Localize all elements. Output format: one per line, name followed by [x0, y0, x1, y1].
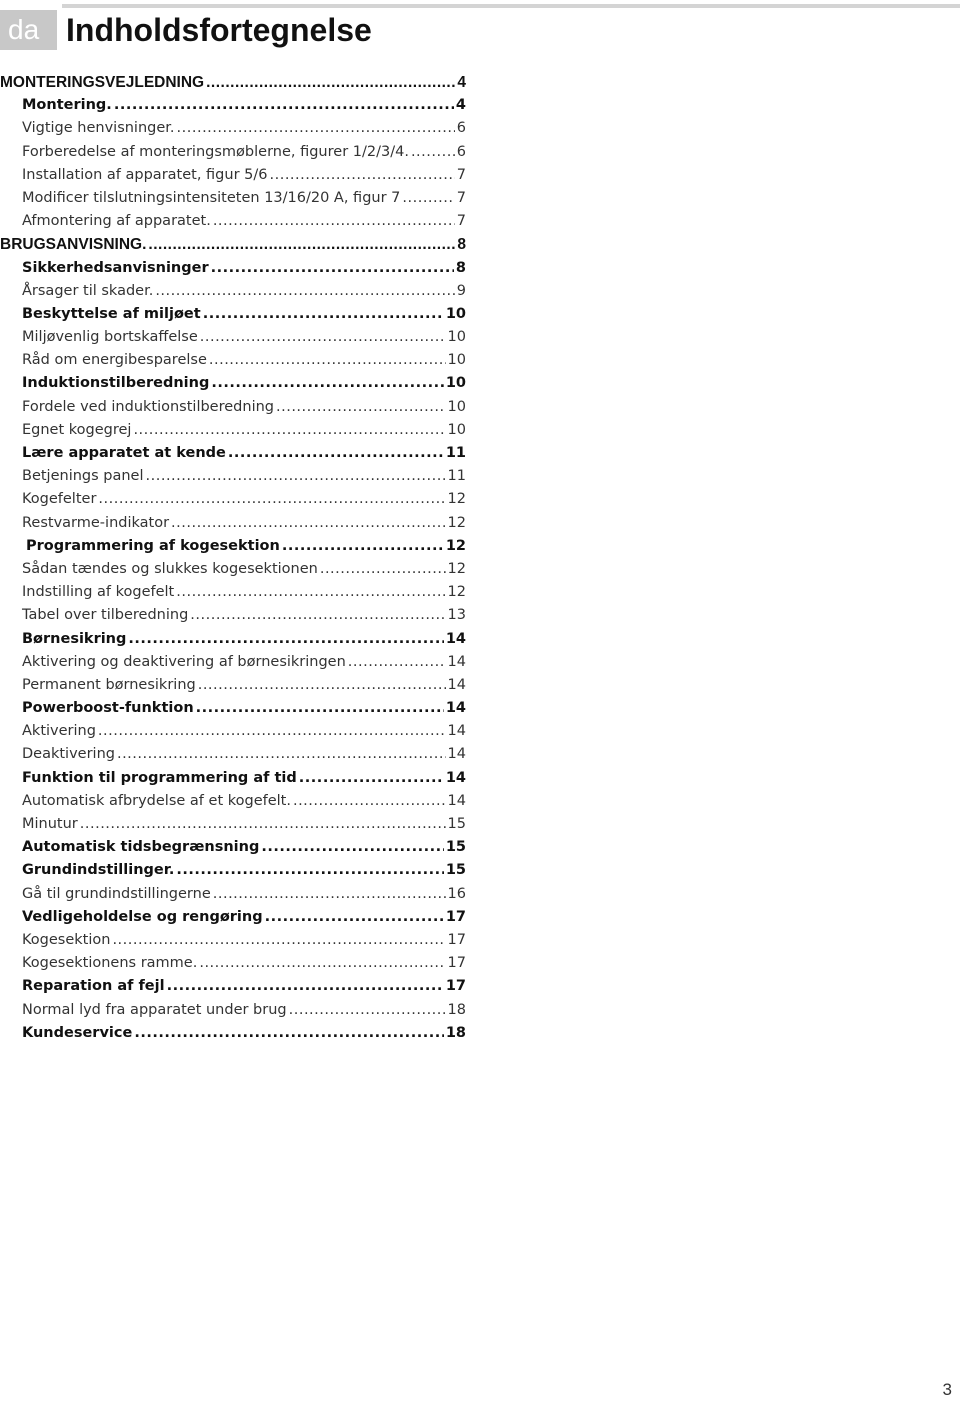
toc-entry-page: 4: [457, 74, 466, 91]
toc-entry-page: 15: [447, 816, 466, 832]
toc-entry-label: Børnesikring: [22, 630, 127, 647]
toc-entry[interactable]: [0, 790, 466, 813]
toc-dot-leader: [203, 303, 444, 326]
toc-entry-label: Tabel over tilberedning: [22, 607, 189, 624]
toc-entry-page: 12: [447, 514, 466, 531]
toc-entry-page: 14: [447, 676, 466, 693]
toc-entry[interactable]: [0, 651, 466, 674]
toc-entry-label: Powerboost-funktion: [22, 700, 194, 717]
toc-dot-leader: [293, 790, 446, 813]
toc-entry-page: 16: [447, 885, 466, 902]
page-title: Indholdsfortegnelse: [66, 12, 372, 48]
header-rule: [62, 4, 960, 8]
toc-entry[interactable]: [0, 512, 466, 535]
toc-entry[interactable]: [0, 141, 466, 164]
toc-dot-leader: [206, 71, 455, 94]
toc-entry-label: Aktivering: [22, 723, 96, 740]
toc-entry-page: 13: [447, 607, 466, 624]
toc-entry[interactable]: [0, 883, 466, 906]
toc-entry-label: Årsager til skader.: [22, 282, 154, 299]
toc-entry-label: Automatisk afbrydelse af et kogefelt.: [22, 792, 291, 809]
toc-entry-page: 12: [447, 584, 466, 601]
toc-entry-label: Beskyttelse af miljøet: [22, 305, 201, 322]
toc-dot-leader: [117, 743, 446, 766]
toc-entry-label: Reparation af fejl: [22, 978, 165, 995]
toc-dot-leader: [98, 720, 446, 743]
toc-dot-leader: [213, 210, 455, 233]
toc-entry-page: 11: [445, 445, 466, 461]
toc-dot-leader: [148, 233, 455, 256]
toc-entry-page: 4: [455, 97, 466, 114]
toc-dot-leader: [261, 836, 443, 859]
toc-dot-leader: [155, 280, 454, 303]
toc-entry-page: 14: [445, 700, 466, 717]
toc-entry[interactable]: [0, 859, 466, 882]
toc-entry-label: Forberedelse af monteringsmøblerne, figurer 1/2/3/4.: [22, 143, 409, 160]
toc-entry-page: 17: [445, 978, 466, 995]
toc-entry-label: Modificer tilslutningsintensiteten 13/16/20 A, figur 7: [22, 189, 401, 206]
toc-dot-leader: [133, 419, 445, 442]
toc-entry-label: Minutur: [22, 816, 78, 832]
toc-dot-leader: [213, 883, 446, 906]
toc-entry-page: 7: [456, 213, 466, 230]
toc-entry-label: Programmering af kogesektion: [26, 537, 280, 554]
toc-dot-leader: [299, 767, 444, 790]
toc-entry[interactable]: [0, 419, 466, 442]
toc-entry-page: 15: [445, 839, 466, 856]
toc-entry-label: Lære apparatet at kende: [22, 445, 226, 461]
toc-entry-page: 14: [447, 792, 466, 809]
toc-entry[interactable]: [0, 94, 466, 117]
toc-entry[interactable]: [0, 999, 466, 1022]
toc-entry-label: Montering.: [22, 97, 112, 114]
table-of-contents: [0, 71, 466, 1045]
toc-entry-page: 6: [456, 143, 466, 160]
toc-entry[interactable]: [0, 952, 466, 975]
toc-entry-label: MONTERINGSVEJLEDNING: [0, 74, 205, 91]
toc-entry-page: 17: [447, 955, 466, 972]
toc-entry-page: 10: [447, 329, 466, 346]
toc-entry-label: Induktionstilberedning: [22, 375, 210, 392]
toc-entry[interactable]: [0, 628, 466, 651]
toc-entry-label: Deaktivering: [22, 746, 115, 763]
toc-dot-leader: [176, 581, 445, 604]
toc-entry-label: Gå til grundindstillingerne: [22, 885, 211, 902]
toc-entry-page: 12: [445, 537, 466, 554]
toc-dot-leader: [146, 465, 446, 488]
toc-dot-leader: [276, 396, 446, 419]
toc-entry-label: Permanent børnesikring: [22, 676, 196, 693]
toc-dot-leader: [348, 651, 446, 674]
toc-entry-label: Indstilling af kogefelt: [22, 584, 175, 601]
toc-entry[interactable]: [0, 233, 466, 256]
toc-entry[interactable]: [0, 906, 466, 929]
toc-entry-label: BRUGSANVISNING.: [0, 236, 147, 254]
toc-entry-page: 10: [447, 398, 466, 415]
toc-entry[interactable]: [0, 743, 466, 766]
toc-entry-label: Aktivering og deaktivering af børnesikringen: [22, 653, 346, 670]
toc-dot-leader: [289, 999, 446, 1022]
toc-entry-label: Sådan tændes og slukkes kogesektionen: [22, 560, 318, 577]
toc-dot-leader: [198, 674, 446, 697]
toc-entry-label: Betjenings panel: [22, 468, 144, 485]
toc-entry-label: Kogesektion: [22, 931, 111, 948]
toc-entry[interactable]: [0, 372, 466, 395]
toc-entry[interactable]: [0, 303, 466, 326]
toc-entry[interactable]: [0, 697, 466, 720]
toc-entry-page: 7: [456, 189, 466, 206]
toc-entry[interactable]: [0, 581, 466, 604]
toc-entry-label: Råd om energibesparelse: [22, 352, 207, 369]
toc-entry-label: Afmontering af apparatet.: [22, 213, 211, 230]
toc-entry-page: 10: [447, 352, 466, 369]
toc-dot-leader: [98, 488, 445, 511]
toc-entry-label: Miljøvenlig bortskaffelse: [22, 329, 198, 346]
toc-entry[interactable]: [0, 187, 466, 210]
toc-entry[interactable]: [0, 280, 466, 303]
toc-dot-leader: [134, 1022, 444, 1045]
toc-entry-page: 8: [457, 236, 466, 254]
toc-dot-leader: [402, 187, 454, 210]
toc-entry-label: Egnet kogegrej: [22, 421, 132, 438]
toc-entry-label: Installation af apparatet, figur 5/6: [22, 166, 268, 183]
toc-entry-page: 14: [447, 746, 466, 763]
toc-entry-page: 18: [447, 1001, 466, 1018]
toc-entry[interactable]: [0, 535, 466, 558]
toc-entry-page: 14: [445, 630, 466, 647]
toc-dot-leader: [171, 512, 446, 535]
toc-dot-leader: [199, 952, 445, 975]
toc-dot-leader: [196, 697, 444, 720]
toc-entry[interactable]: [0, 257, 466, 280]
toc-entry-label: Normal lyd fra apparatet under brug: [22, 1001, 287, 1018]
toc-entry[interactable]: [0, 117, 466, 140]
toc-entry[interactable]: [0, 396, 466, 419]
toc-entry-page: 9: [456, 282, 466, 299]
toc-entry-page: 14: [447, 653, 466, 670]
toc-entry[interactable]: [0, 326, 466, 349]
toc-entry-page: 12: [447, 491, 466, 508]
toc-entry[interactable]: [0, 813, 466, 836]
toc-dot-leader: [128, 628, 443, 651]
toc-entry-page: 11: [447, 468, 466, 485]
toc-entry-page: 10: [447, 421, 466, 438]
toc-dot-leader: [282, 535, 444, 558]
toc-entry-page: 12: [447, 560, 466, 577]
toc-dot-leader: [265, 906, 444, 929]
toc-dot-leader: [190, 604, 445, 627]
toc-entry[interactable]: [0, 720, 466, 743]
toc-entry[interactable]: [0, 210, 466, 233]
toc-entry-label: Automatisk tidsbegrænsning: [22, 839, 260, 856]
toc-entry[interactable]: [0, 767, 466, 790]
toc-dot-leader: [228, 442, 444, 465]
toc-entry-label: Sikkerhedsanvisninger: [22, 259, 209, 276]
toc-entry[interactable]: [0, 836, 466, 859]
toc-entry-page: 10: [445, 375, 466, 392]
toc-entry[interactable]: [0, 604, 466, 627]
toc-entry[interactable]: [0, 1022, 466, 1045]
toc-dot-leader: [411, 141, 455, 164]
toc-entry[interactable]: [0, 674, 466, 697]
toc-entry-label: Fordele ved induktionstilberedning: [22, 398, 274, 415]
toc-dot-leader: [209, 349, 446, 372]
toc-entry[interactable]: [0, 558, 466, 581]
toc-dot-leader: [114, 94, 454, 117]
toc-entry-page: 14: [445, 769, 466, 786]
toc-entry-page: 8: [455, 259, 466, 276]
toc-entry-page: 15: [445, 862, 466, 879]
toc-entry[interactable]: [0, 164, 466, 187]
toc-entry-label: Vedligeholdelse og rengøring: [22, 908, 263, 925]
toc-entry-label: Grundindstillinger.: [22, 862, 175, 879]
toc-dot-leader: [270, 164, 455, 187]
toc-dot-leader: [80, 813, 446, 836]
toc-entry-label: Kundeservice: [22, 1024, 133, 1041]
toc-dot-leader: [200, 326, 446, 349]
toc-entry[interactable]: [0, 71, 466, 94]
toc-entry-page: 17: [445, 908, 466, 925]
toc-entry-page: 14: [447, 723, 466, 740]
toc-dot-leader: [211, 257, 454, 280]
toc-entry[interactable]: [0, 349, 466, 372]
toc-dot-leader: [176, 859, 443, 882]
toc-entry-page: 10: [445, 305, 466, 322]
toc-entry-label: Kogefelter: [22, 491, 97, 508]
toc-entry[interactable]: [0, 488, 466, 511]
toc-dot-leader: [177, 117, 455, 140]
language-badge: da: [0, 10, 57, 50]
toc-entry-label: Vigtige henvisninger.: [22, 120, 175, 137]
toc-entry-label: Kogesektionens ramme.: [22, 955, 198, 972]
toc-entry[interactable]: [0, 442, 466, 465]
toc-dot-leader: [320, 558, 446, 581]
toc-entry[interactable]: [0, 929, 466, 952]
toc-entry-label: Funktion til programmering af tid: [22, 769, 297, 786]
toc-entry-page: 18: [445, 1024, 466, 1041]
toc-entry[interactable]: [0, 465, 466, 488]
toc-entry-page: 17: [447, 931, 466, 948]
toc-entry-label: Restvarme-indikator: [22, 514, 170, 531]
toc-entry[interactable]: [0, 975, 466, 998]
toc-dot-leader: [112, 929, 445, 952]
toc-entry-page: 6: [456, 120, 466, 137]
page-number: 3: [942, 1380, 952, 1399]
toc-dot-leader: [211, 372, 443, 395]
toc-dot-leader: [167, 975, 444, 998]
toc-entry-page: 7: [456, 166, 466, 183]
